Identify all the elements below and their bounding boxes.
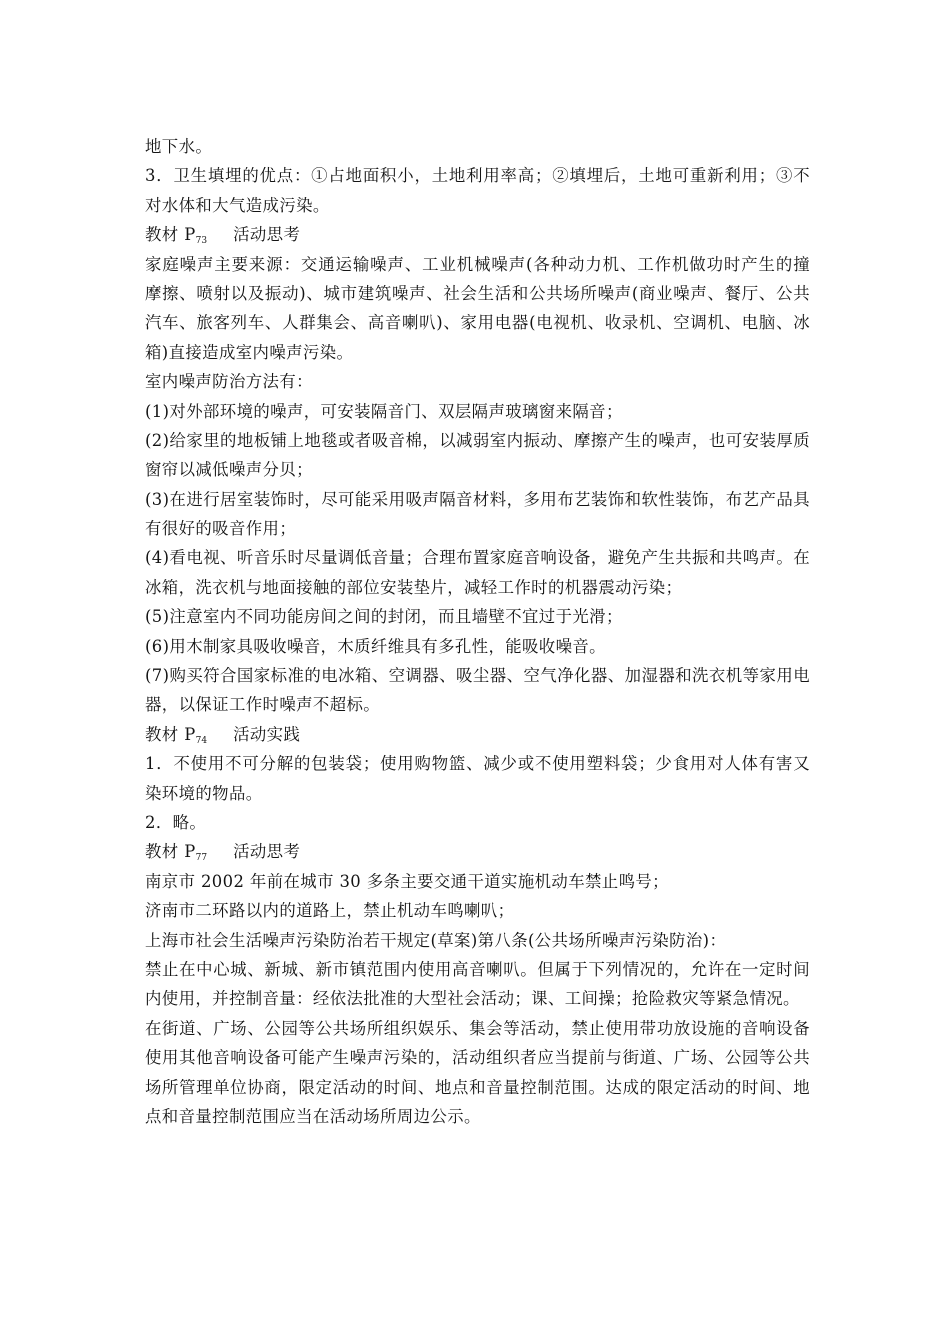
- text-line: 3．卫生填埋的优点：①占地面积小，土地利用率高；②填埋后，土地可重新利用；③不: [145, 166, 810, 186]
- text-line: (2)给家里的地板铺上地毯或者吸音棉，以减弱室内振动、摩擦产生的噪声，也可安装厚质: [145, 430, 810, 450]
- reference-page-number: 73: [195, 236, 208, 247]
- text-line: 1．不使用不可分解的包装袋；使用购物篮、减少或不使用塑料袋；少食用对人体有害又: [145, 754, 810, 774]
- text-line: 对水体和大气造成污染。: [145, 195, 330, 215]
- reference-page-number: 74: [195, 735, 208, 746]
- text-line: 家庭噪声主要来源：交通运输噪声、工业机械噪声(各种动力机、工作机做功时产生的撞: [145, 254, 810, 274]
- textbook-reference-heading: [145, 720, 810, 749]
- textbook-reference-heading: [145, 220, 810, 249]
- reference-prefix: 教材 P: [145, 724, 196, 744]
- text-line: 场所管理单位协商，限定活动的时间、地点和音量控制范围。达成的限定活动的时间、地: [145, 1077, 810, 1097]
- text-line: 摩擦、喷射以及振动)、城市建筑噪声、社会生活和公共场所噪声(商业噪声、餐厅、公共: [145, 283, 810, 303]
- text-line: (1)对外部环境的噪声，可安装隔音门、双层隔声玻璃窗来隔音；: [145, 401, 623, 421]
- text-line: 冰箱，洗衣机与地面接触的部位安装垫片，减轻工作时的机器震动污染；: [145, 577, 683, 597]
- text-line: 济南市二环路以内的道路上，禁止机动车鸣喇叭；: [145, 901, 515, 921]
- text-line: (4)看电视、听音乐时尽量调低音量；合理布置家庭音响设备，避免产生共振和共鸣声。在: [145, 548, 810, 568]
- text-line: 2．略。: [145, 812, 207, 832]
- text-line: 点和音量控制范围应当在活动场所周边公示。: [145, 1106, 481, 1126]
- reference-prefix: 教材 P: [145, 842, 196, 862]
- text-line: 器，以保证工作时噪声不超标。: [145, 695, 381, 715]
- text-line: 箱)直接造成室内噪声污染。: [145, 342, 354, 362]
- reference-prefix: 教材 P: [145, 225, 196, 245]
- text-line: 有很好的吸音作用；: [145, 519, 297, 539]
- text-line: 窗帘以减低噪声分贝；: [145, 460, 313, 480]
- text-line: 禁止在中心城、新城、新市镇范围内使用高音喇叭。但属于下列情况的，允许在一定时间: [145, 959, 810, 979]
- text-line: (5)注意室内不同功能房间之间的封闭，而且墙壁不宜过于光滑；: [145, 607, 623, 627]
- text-line: 室内噪声防治方法有：: [145, 372, 313, 392]
- text-line: 地下水。: [145, 137, 213, 156]
- text-line: 内使用，并控制音量：经依法批准的大型社会活动；课、工间操；抢险救灾等紧急情况。: [145, 989, 800, 1009]
- document-body: [145, 132, 810, 1131]
- text-line: (3)在进行居室装饰时，尽可能采用吸声隔音材料，多用布艺装饰和软性装饰，布艺产品具: [145, 489, 810, 509]
- text-line: 上海市社会生活噪声污染防治若干规定(草案)第八条(公共场所噪声污染防治)：: [145, 930, 727, 950]
- reference-page-number: 77: [195, 853, 208, 864]
- reference-title: 活动思考: [233, 842, 301, 862]
- text-line: 汽车、旅客列车、人群集会、高音喇叭)、家用电器(电视机、收录机、空调机、电脑、冰: [145, 313, 810, 333]
- text-line: 染环境的物品。: [145, 783, 263, 803]
- reference-title: 活动思考: [233, 225, 301, 245]
- text-line: (7)购买符合国家标准的电冰箱、空调器、吸尘器、空气净化器、加湿器和洗衣机等家用电: [145, 666, 810, 686]
- text-line: 在街道、广场、公园等公共场所组织娱乐、集会等活动，禁止使用带功放设施的音响设备: [145, 1018, 810, 1038]
- text-line: 南京市 2002 年前在城市 30 多条主要交通干道实施机动车禁止鸣号；: [145, 871, 669, 891]
- textbook-reference-heading: [145, 837, 810, 866]
- text-line: (6)用木制家具吸收噪音，木质纤维具有多孔性，能吸收噪音。: [145, 636, 606, 656]
- reference-title: 活动实践: [233, 724, 301, 744]
- text-line: 使用其他音响设备可能产生噪声污染的，活动组织者应当提前与街道、广场、公园等公共: [145, 1048, 810, 1068]
